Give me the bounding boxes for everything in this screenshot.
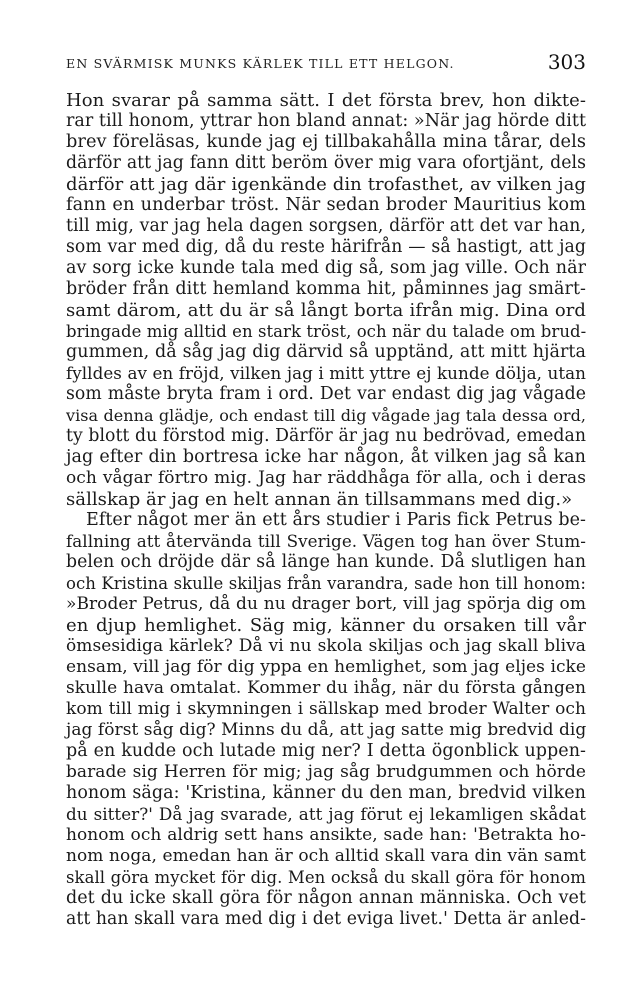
- text-line: en djup hemlighet. Säg mig, känner du orsaken till vår: [66, 615, 586, 636]
- text-line: »Broder Petrus, då du nu drager bort, vill jag spörja dig om: [66, 594, 586, 614]
- text-line: som var med dig, då du reste härifrån — så hastigt, att jag: [66, 237, 586, 257]
- text-line: och Kristina skulle skiljas från varandra, sade hon till honom:: [66, 574, 586, 593]
- text-line: nom noga, emedan han är och alltid skall vara din vän samt: [66, 846, 586, 866]
- text-line: att han skall vara med dig i det eviga livet.' Detta är anled-: [66, 909, 586, 929]
- text-line: sällskap är jag en helt annan än tillsammans med dig.»: [66, 489, 573, 510]
- text-line: på en kudde och lutade mig ner? I detta ögonblick uppen-: [66, 741, 586, 761]
- text-line: samt därom, att du är så långt borta ifrån mig. Dina ord: [66, 300, 586, 321]
- text-line: av sorg icke kunde tala med dig så, som jag ville. Och när: [66, 258, 586, 278]
- text-line: du sitter?' Då jag svarade, att jag förut ej lekamligen skådat: [66, 804, 586, 824]
- text-line: därför att jag där igenkände din trofasthet, av vilken jag: [66, 174, 586, 195]
- text-line: fann en underbar tröst. När sedan broder Mauritius kom: [66, 195, 586, 215]
- text-line: skulle hava omtalat. Kommer du ihåg, när du första gången: [66, 678, 586, 698]
- text-line: visa denna glädje, och endast till dig vågade jag tala dessa ord,: [66, 406, 586, 425]
- text-line: därför att jag fann ditt beröm över mig vara ofortjänt, dels: [66, 153, 586, 173]
- text-line: skall göra mycket för dig. Men också du skall göra för honom: [66, 868, 586, 887]
- text-line: fylldes av en fröjd, vilken jag i mitt yttre ej kunde dölja, utan: [66, 363, 586, 383]
- text-line: Efter något mer än ett års studier i Paris fick Petrus be-: [86, 510, 586, 530]
- text-line: ty blott du förstod mig. Därför är jag nu bedrövad, emedan: [66, 426, 586, 446]
- text-line: belen och dröjde där så länge han kunde. Då slutligen han: [66, 552, 586, 572]
- text-line: brev föreläsas, kunde jag ej tillbakahålla mina tårar, dels: [66, 132, 586, 152]
- text-line: jag efter din bortresa icke har någon, åt vilken jag så kan: [66, 447, 586, 467]
- text-line: jag först såg dig? Minns du då, att jag satte mig bredvid dig: [66, 720, 587, 740]
- text-line: rar till honom, yttrar hon bland annat: »När jag hörde ditt: [66, 111, 587, 131]
- page-number: 303: [547, 50, 586, 74]
- text-line: honom säga: 'Kristina, känner du den man, bredvid vilken: [66, 783, 586, 803]
- text-line: kom till mig i skymningen i sällskap med broder Walter och: [66, 699, 586, 719]
- text-line: det du icke skall göra för någon annan människa. Och vet: [66, 888, 586, 908]
- text-line: bringade mig alltid en stark tröst, och när du talade om brud-: [66, 322, 587, 341]
- text-line: ömsesidiga kärlek? Då vi nu skola skiljas och jag skall bliva: [66, 636, 586, 656]
- text-line: och vågar förtro mig. Jag har räddhåga för alla, och i deras: [66, 468, 586, 488]
- running-header: [66, 50, 586, 76]
- text-line: till mig, var jag hela dagen sorgsen, därför att det var han,: [66, 216, 586, 236]
- text-line: som måste bryta fram i ord. Det var endast dig jag vågade: [66, 384, 586, 404]
- text-line: honom och aldrig sett hans ansikte, sade han: 'Betrakta ho-: [66, 825, 586, 845]
- body-text: [66, 90, 586, 930]
- text-line: Hon svarar på samma sätt. I det första brev, hon dikte-: [66, 90, 586, 111]
- text-line: fallning att återvända till Sverige. Vägen tog han över Stum-: [66, 531, 586, 551]
- text-line: barade sig Herren för mig; jag såg brudgummen och hörde: [66, 762, 586, 782]
- text-line: bröder från ditt hemland komma hit, påminnes jag smärt-: [66, 279, 586, 299]
- running-title: EN SVÄRMISK MUNKS KÄRLEK TILL ETT HELGON.: [66, 56, 455, 71]
- text-line: ensam, vill jag för dig yppa en hemlighet, som jag eljes icke: [66, 657, 586, 677]
- text-line: gummen, då såg jag dig därvid så upptänd, att mitt hjärta: [66, 342, 586, 362]
